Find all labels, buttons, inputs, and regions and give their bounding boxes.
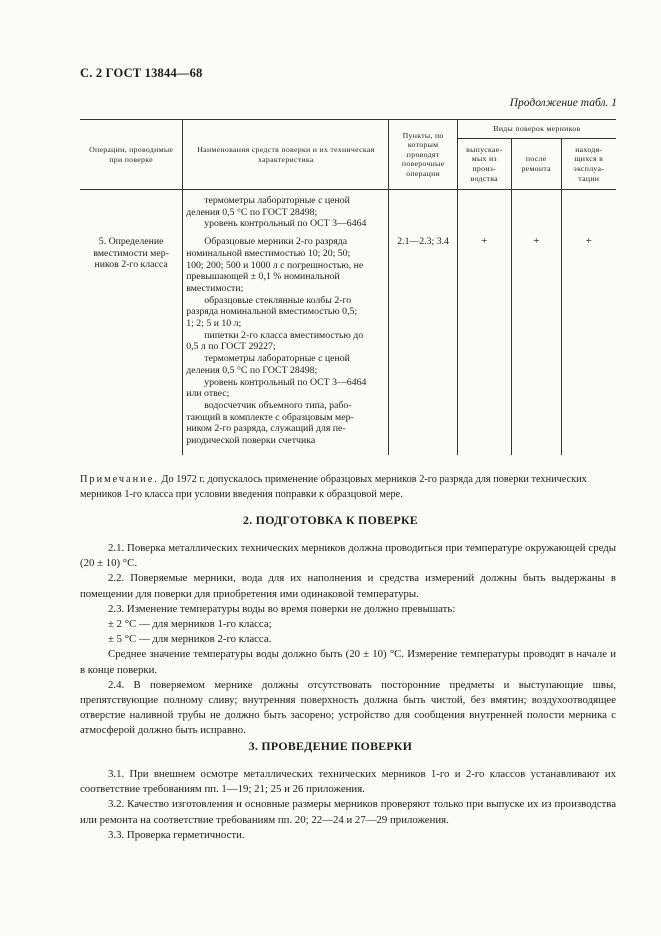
table-row xyxy=(80,190,616,455)
means-line: превышающей ± 0,1 % номинальной xyxy=(186,271,340,283)
means-line: номинальной вместимостью 10; 20; 50; xyxy=(186,247,351,259)
means-line: вместимости; xyxy=(186,282,244,294)
paragraph: Среднее значение температуры воды должно быть (20 ± 10) °С. Измерение температуры проводят в начале и в конце поверки. xyxy=(80,648,616,676)
section-3-title: 3. ПРОВЕДЕНИЕ ПОВЕРКИ xyxy=(248,739,413,753)
means-line: или отвес; xyxy=(186,388,230,400)
means-line: пипетки 2-го класса вместимостью до xyxy=(204,329,364,341)
means-line: 100; 200; 500 и 1000 л с погрешностью, не xyxy=(186,259,364,271)
repair-cell xyxy=(511,190,561,455)
means-line: Образцовые мерники 2-го разряда xyxy=(204,236,348,248)
operation-text: 5. Определение вместимости мер- ников 2-го класса xyxy=(93,236,169,271)
paragraph: 3.3. Проверка герметичности. xyxy=(108,828,245,841)
header-points: Пункты, по которым проводят поверочные операции xyxy=(389,120,457,190)
repair-mark: + xyxy=(533,235,540,247)
paragraph: 3.2. Качество изготовления и основные размеры мерников проверяют только при выпуске их из производства или ремонта на соответствие требованиям пп. 20; 22—24 и 27—29 приложения. xyxy=(80,798,616,826)
release-cell xyxy=(457,190,511,455)
means-line: 0,5 л по ГОСТ 29227; xyxy=(186,341,276,353)
header-repair: после ремонта xyxy=(511,139,561,190)
header-release: выпускае- мых из произ- водства xyxy=(457,139,511,190)
service-cell xyxy=(561,190,616,455)
header-operations: Операции, проводимые при поверке xyxy=(80,120,183,190)
means-line: водосчетчик объемного типа, рабо- xyxy=(204,399,352,411)
verification-table xyxy=(80,120,616,455)
header-service: находя- щихся в эксплуа- тации xyxy=(561,139,616,190)
table-continuation-label: Продолжение табл. 1 xyxy=(509,97,617,109)
means-list xyxy=(186,190,385,455)
paragraph: 2.2. Поверяемые мерники, вода для их наполнения и средства измерений должны быть выдержаны в помещении для поверки для приобретения ими одинаковой температуры. xyxy=(80,572,616,600)
means-line: деления 0,5 °С по ГОСТ 28498; xyxy=(186,206,318,218)
means-line: тающий в комплекте с образцовым мер- xyxy=(186,411,354,423)
means-line: образцовые стеклянные колбы 2-го xyxy=(204,294,352,306)
operation-cell xyxy=(80,190,183,455)
means-line: термометры лабораторные с ценой xyxy=(204,195,350,206)
means-line: разряда номинальной вместимостью 0,5; xyxy=(186,306,358,318)
section-2-title: 2. ПОДГОТОВКА К ПОВЕРКЕ xyxy=(243,513,418,527)
points-text: 2.1—2.3; 3.4 xyxy=(397,236,449,247)
means-line: уровень контрольный по ОСТ 3—6464 xyxy=(204,376,367,388)
header-means: Наименования средств поверки и их техническая характеристика xyxy=(183,120,389,190)
header-verification-types: Виды поверок мерников xyxy=(457,120,616,139)
means-line: уровень контрольный по ОСТ 3—6464 xyxy=(204,218,367,230)
paragraph: 2.3. Изменение температуры воды во время поверки не должно превышать: xyxy=(108,602,456,615)
paragraph: ± 2 °С — для мерников 1-го класса; xyxy=(108,618,272,631)
means-line: термометры лабораторные с ценой xyxy=(204,353,350,365)
paragraph: 2.1. Поверка металлических технических мерников должна проводиться при температуре окружающей среды (20 ± 10) °С. xyxy=(80,542,616,570)
means-cell xyxy=(183,190,389,455)
paragraph: ± 5 °С — для мерников 2-го класса. xyxy=(108,633,272,646)
page-header: С. 2 ГОСТ 13844—68 xyxy=(80,66,203,80)
section-2-body xyxy=(80,541,616,739)
points-cell xyxy=(389,190,457,455)
release-mark: + xyxy=(481,235,488,247)
service-mark: + xyxy=(585,235,592,247)
table-note xyxy=(80,472,616,502)
note-text: До 1972 г. допускалось применение образцовых мерников 2-го разряда для поверки технических мерников 1-го класса при условии введения поправки к образцовой мере. xyxy=(80,474,587,500)
means-line: 1; 2; 5 и 10 л; xyxy=(186,318,242,330)
means-line: деления 0,5 °С по ГОСТ 28498; xyxy=(186,364,318,376)
means-line: ником 2-го разряда, служащий для пе- xyxy=(186,423,346,435)
section-3-body xyxy=(80,767,616,843)
means-line: риодической поверки счетчика xyxy=(186,435,316,447)
paragraph: 3.1. При внешнем осмотре металлических технических мерников 1-го и 2-го классов устанавливают их соответствие требованиям пп. 1—19; 21; 25 и 26 приложения. xyxy=(80,768,616,796)
note-label: Примечание. xyxy=(80,474,159,485)
paragraph: 2.4. В поверяемом мернике должны отсутствовать посторонние предметы и выступающие швы, препятствующие полному сливу; внутренняя поверхность должна быть чистой, без вмятин; воздухоотводящее отверстие наливной трубы не должно быть засорено; устройство для сообщения внутренней полости мерника с атмосферой должно быть исправно. xyxy=(80,678,616,737)
